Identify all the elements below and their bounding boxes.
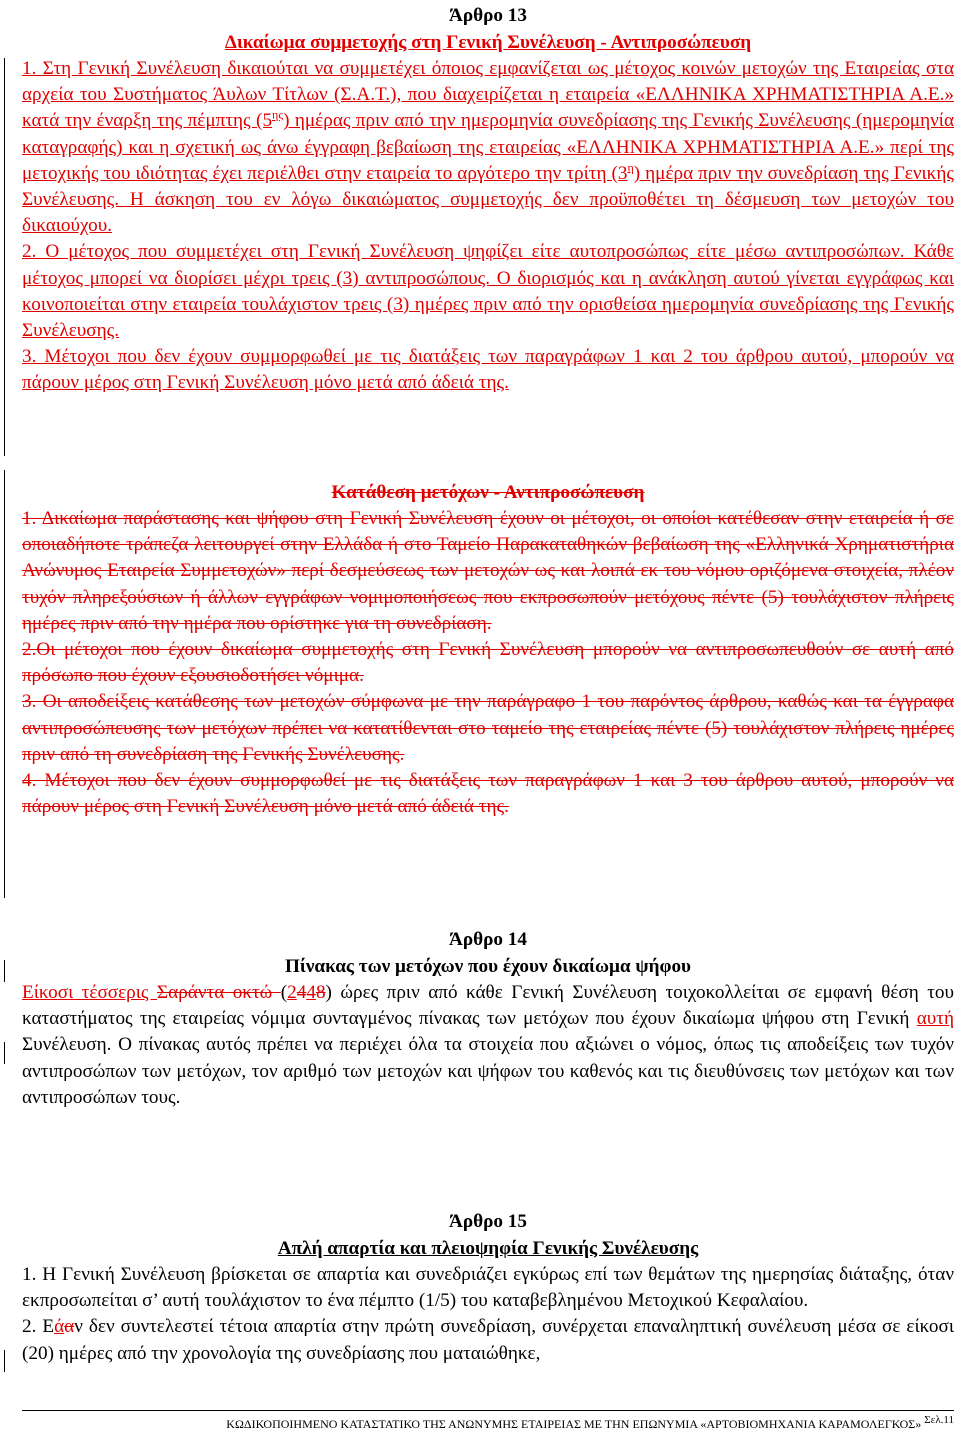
footer-text: ΚΩΔΙΚΟΠΟΙΗΜΕΝΟ ΚΑΤΑΣΤΑΤΙΚΟ ΤΗΣ ΑΝΩΝΥΜΗΣ ΕΤΑΙΡΕΙΑΣ ΜΕ ΤΗΝ ΕΠΩΝΥΜΙΑ «ΑΡΤΟΒΙΟΜΗΧΑΝΙΑ ΚΑΡΑΜΟΛΕΓΚΟΣ» <box>226 1417 922 1431</box>
page-number: Σελ.11 <box>924 1414 954 1426</box>
article-13-paragraph-3: 3. Μέτοχοι που δεν έχουν συμμορφωθεί με τις διατάξεις των παραγράφων 1 και 2 του άρθρου αυτού, μπορούν να πάρουν μέρος στη Γενική Συνέλευση μόνο μετά από άδειά της. <box>22 346 954 394</box>
deleted-section <box>22 479 954 820</box>
article-14-paragraph: Είκοσι τέσσερις Σαράντα οκτώ (2448) ώρες πριν από κάθε Γενική Συνέλευση τοιχοκολλείται σε εμφανή θέση του καταστήματος της εταιρείας νόμιμα συνταγμένος πίνακας των μετόχων που έχουν δικαίωμα ψήφου στη Γενική αυτή Συνέλευση. Ο πίνακας αυτός πρέπει να περιέχει όλα τα στοιχεία που αξιώνει ο νόμος, όπως τις αποδείξεις των τυχόν αντιπροσώπων των μετόχων, τον αριθμό των μετοχών και ψήφων του καθενός και τις διευθύνσεις των μετόχων και των αντιπροσώπων τους. <box>22 982 955 1108</box>
deleted-paragraph-1: 1. Δικαίωμα παράστασης και ψήφου στη Γενική Συνέλευση έχουν οι μέτοχοι, οι οποίοι κατέθεσαν στην εταιρεία ή σε οποιαδήποτε τράπεζα λειτουργεί στην Ελλάδα ή στο Ταμείο Παρακαταθηκών βεβαίωση της «Ελληνικά Χρηματιστήρια Ανώνυμος Εταιρεία Συμμετοχών» περί δεσμεύσεως των μετοχών ως και λοιπά εκ του νόμου οριζόμενα στοιχεία, πλέον τυχόν πληρεξούσιων ή άλλων εγγράφων νομιμοποιήσεως που εκπροσωπούν μετόχους πέντε (5) τουλάχιστον πλήρεις ημέρες πριν από την ημέρα που ορίστηκε για τη συνεδρίαση. <box>22 508 954 634</box>
change-bar <box>4 960 5 982</box>
article-13 <box>22 2 954 397</box>
footer-rule <box>22 1410 954 1411</box>
article-13-paragraph-2: 2. Ο μέτοχος που συμμετέχει στη Γενική Συνέλευση ψηφίζει είτε αυτοπροσώπως είτε μέσω αντιπροσώπων. Κάθε μέτοχος μπορεί να διορίσει μέχρι τρεις (3) αντιπροσώπους. Ο διορισμός και η ανάκληση αυτού γίνεται εγγράφως και κοινοποιείται στην εταιρεία τουλάχιστον τρεις (3) ημέρες πριν από την ορισθείσα ημερομηνία συνεδρίασης της Γενικής Συνέλευσης. <box>22 241 954 342</box>
deleted-paragraph-4: 4. Μέτοχοι που δεν έχουν συμμορφωθεί με τις διατάξεις των παραγράφων 1 και 3 του άρθρου αυτού, μπορούν να πάρουν μέρος στη Γενική Συνέλευση μόνο μετά από άδειά της. <box>22 770 954 818</box>
article-15-paragraph-2: 2. Εάαν δεν συντελεστεί τέτοια απαρτία στην πρώτη συνεδρίαση, συνέρχεται επαναληπτική συνέλευση μέσα σε είκοσι (20) ημέρες από την χρονολογία της συνεδρίασης που ματαιώθηκε, <box>22 1316 954 1364</box>
article-15-title: Άρθρο 15 <box>449 1211 527 1232</box>
article-15-paragraph-1: 1. Η Γενική Συνέλευση βρίσκεται σε απαρτία και συνεδριάζει εγκύρως επί των θεμάτων της ημερησίας διάταξης, όταν εκπροσωπείται σ’ αυτή τουλάχιστον το ένα πέμπτο (1/5) του καταβεβλημένου Μετοχικού Κεφαλαίου. <box>22 1264 954 1312</box>
change-bar <box>4 470 5 898</box>
deleted-section-title: Κατάθεση μετόχων - Αντιπροσώπευση <box>331 482 645 503</box>
change-bar <box>4 1042 5 1064</box>
article-15 <box>22 1208 954 1367</box>
article-14 <box>22 926 954 1111</box>
deleted-paragraph-3: 3. Οι αποδείξεις κατάθεσης των μετοχών σύμφωνα με την παράγραφο 1 του παρόντος άρθρου, καθώς και τα έγγραφα αντιπροσώπευσης των μετόχων πρέπει να κατατίθενται στο ταμείο της εταιρείας πέντε (5) τουλάχιστον πλήρεις ημέρες πριν από τη συνεδρίαση της Γενικής Συνέλευσης. <box>22 691 954 765</box>
deleted-paragraph-2: 2.Οι μέτοχοι που έχουν δικαίωμα συμμετοχής στη Γενική Συνέλευση μπορούν να αντιπροσωπευθούν σε αυτή από πρόσωπο που έχουν εξουσιοδοτήσει νόμιμα. <box>22 639 954 687</box>
change-bar <box>4 1350 5 1372</box>
article-13-paragraph-1: 1. Στη Γενική Συνέλευση δικαιούται να συμμετέχει όποιος εμφανίζεται ως μέτοχος κοινών μετοχών της Εταιρείας στα αρχεία του Συστήματος Άυλων Τίτλων (Σ.Α.Τ.), που διαχειρίζεται η εταιρεία «ΕΛΛΗΝΙΚΑ ΧΡΗΜΑΤΙΣΤΗΡΙΑ Α.Ε.» κατά την έναρξη της πέμπτης $(5^{\eta\varsigma})$ ημέρας πριν από την ημερομηνία συνεδρίασης της Γενικής Συνέλευσης (ημερομηνία καταγραφής) και η σχετική ως άνω έγγραφη βεβαίωση της εταιρείας «ΕΛΛΗΝΙΚΑ ΧΡΗΜΑΤΙΣΤΗΡΙΑ Α.Ε.» περί της μετοχικής του ιδιότητας έχει περιέλθει στην εταιρεία το αργότερο την τρίτη $(3^\eta)$ ημέρα πριν την συνεδρίαση της Γενικής Συνέλευσης. Η άσκηση του εν λόγω δικαιώματος συμμετοχής δεν προϋποθέτει τη δέσμευση των μετοχών του δικαιούχου. <box>22 58 955 237</box>
article-13-title: Άρθρο 13 <box>449 5 527 26</box>
article-13-subtitle: Δικαίωμα συμμετοχής στη Γενική Συνέλευση - Αντιπροσώπευση <box>224 32 752 53</box>
article-15-subtitle: Απλή απαρτία και πλειοψηφία Γενικής Συνέλευσης <box>277 1238 699 1259</box>
article-14-subtitle: Πίνακας των μετόχων που έχουν δικαίωμα ψήφου <box>284 956 692 977</box>
change-bar <box>4 58 5 456</box>
page-footer <box>0 1414 954 1432</box>
article-14-title: Άρθρο 14 <box>449 929 527 950</box>
